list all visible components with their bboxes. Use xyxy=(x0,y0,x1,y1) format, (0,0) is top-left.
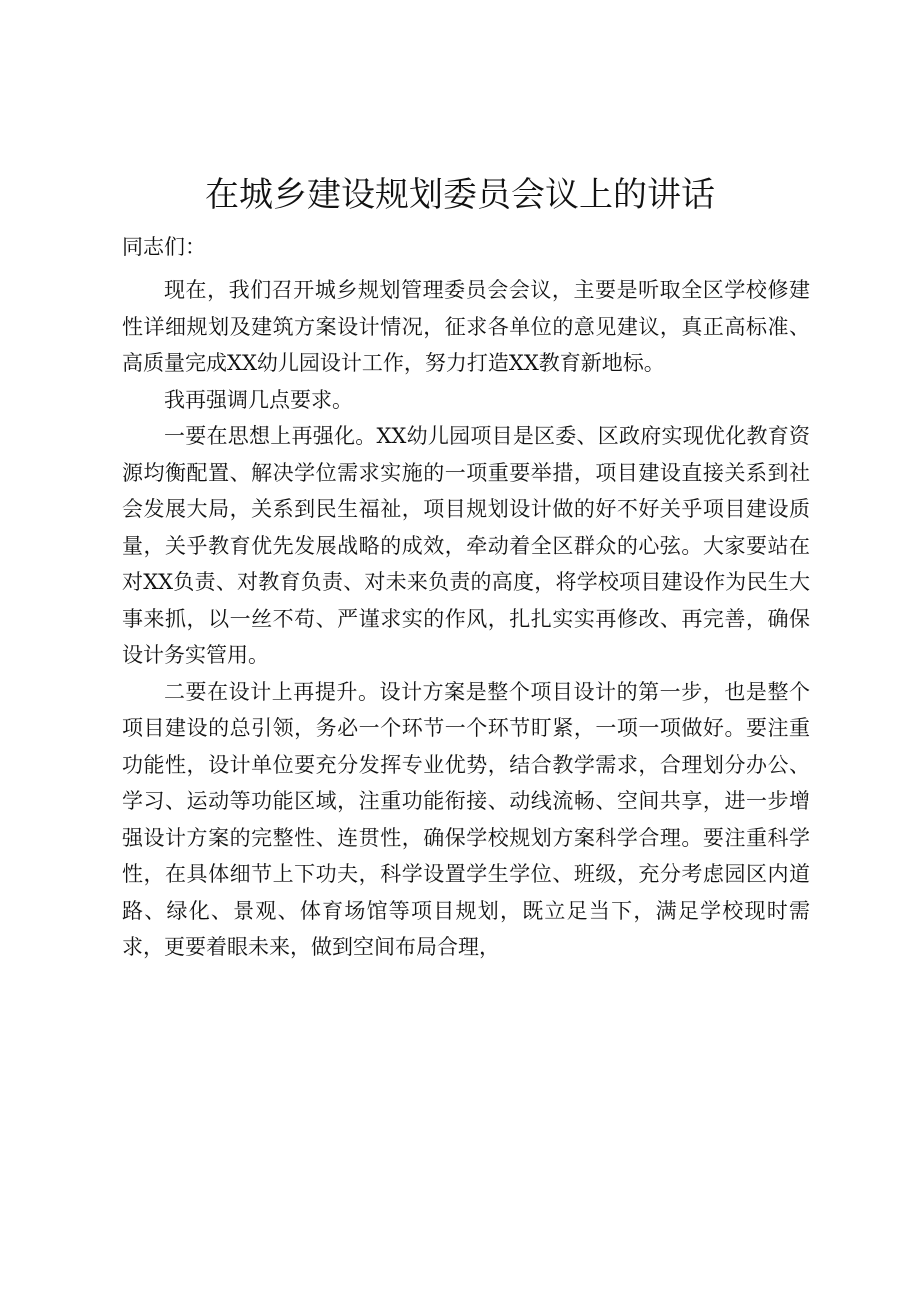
paragraph-requirements-intro: 我再强调几点要求。 xyxy=(164,387,353,412)
document-body xyxy=(122,272,810,966)
paragraph-opening: 现在，我们召开城乡规划管理委员会会议，主要是听取全区学校修建性详细规划及建筑方案设计情况，征求各单位的意见建议，真正高标准、高质量完成XX幼儿园设计工作，努力打造XX教育新地标。 xyxy=(122,278,810,375)
salutation: 同志们： xyxy=(122,235,206,259)
paragraph-point-one: 一要在思想上再强化。XX幼儿园项目是区委、区政府实现优化教育资源均衡配置、解决学位需求实施的一项重要举措，项目建设直接关系到社会发展大局，关系到民生福祉，项目规划设计做的好不好关乎项目建设质量，关乎教育优先发展战略的成效，牵动着全区群众的心弦。大家要站在对XX负责、对教育负责、对未来负责的高度，将学校项目建设作为民生大事来抓，以一丝不苟、严谨求实的作风，扎扎实实再修改、再完善，确保设计务实管用。 xyxy=(122,424,810,667)
paragraph-point-two: 二要在设计上再提升。设计方案是整个项目设计的第一步，也是整个项目建设的总引领，务必一个环节一个环节盯紧，一项一项做好。要注重功能性，设计单位要充分发挥专业优势，结合教学需求，合理划分办公、学习、运动等功能区域，注重功能衔接、动线流畅、空间共享，进一步增强设计方案的完整性、连贯性，确保学校规划方案科学合理。要注重科学性，在具体细节上下功夫，科学设置学生学位、班级，充分考虑园区内道路、绿化、景观、体育场馆等项目规划，既立足当下，满足学校现时需求，更要着眼未来，做到空间布局合理， xyxy=(122,679,810,959)
document-title: 在城乡建设规划委员会议上的讲话 xyxy=(205,175,715,215)
